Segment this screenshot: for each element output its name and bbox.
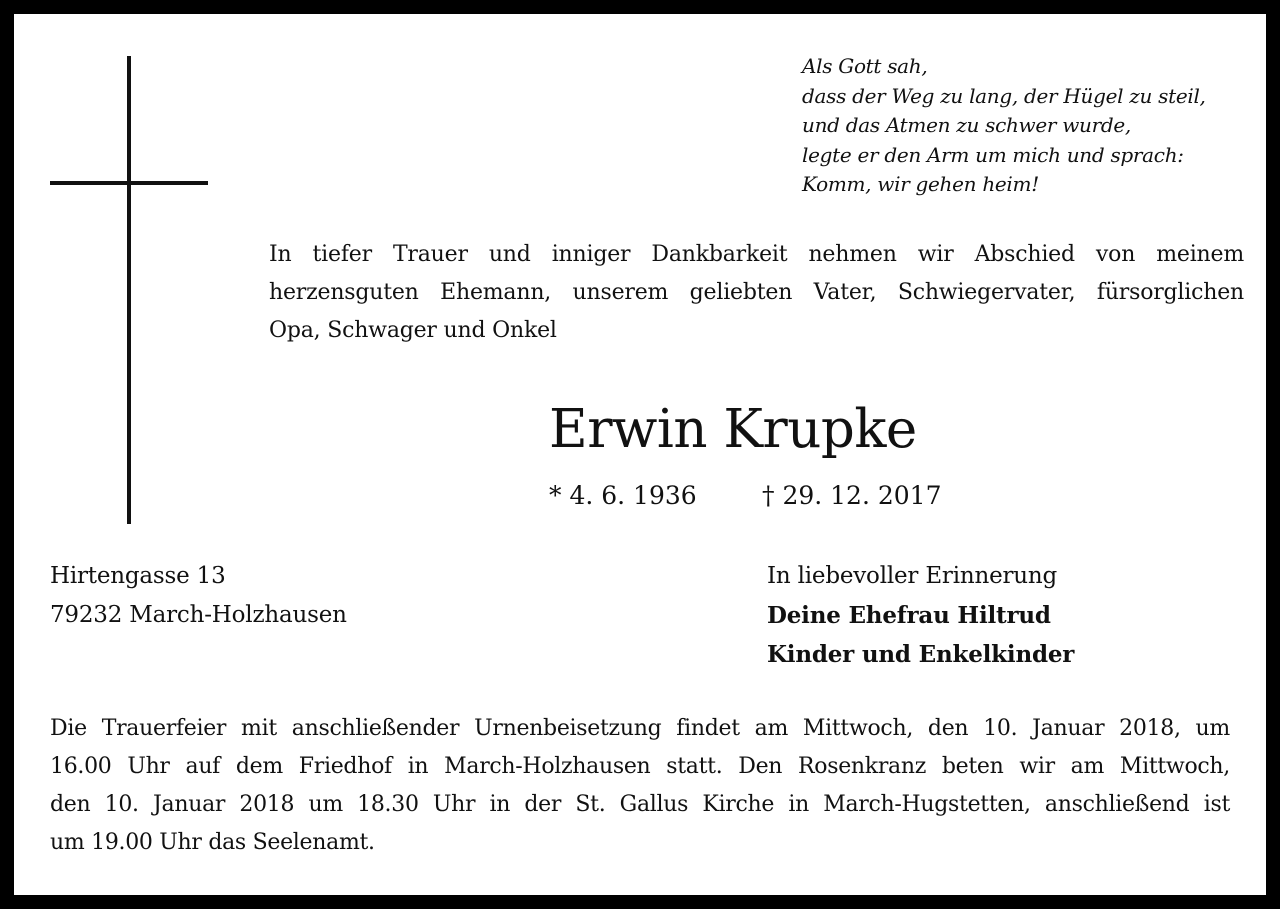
funeral-line: 16.00 Uhr auf dem Friedhof in March-Holzhausen statt. Den Rosenkranz beten wir am Mittwoch, [50,754,1230,779]
funeral-line: Die Trauerfeier mit anschließender Urnenbeisetzung findet am Mittwoch, den 10. Januar 2018, um [50,716,1230,741]
funeral-details [50,710,1230,862]
intro-line: In tiefer Trauer und inniger Dankbarkeit nehmen wir Abschied von meinem [269,242,1244,267]
poem-line: Als Gott sah, [802,54,928,78]
intro-paragraph [269,236,1244,350]
address-block [50,557,347,635]
cross-icon-vertical-bar [127,56,131,524]
obituary-notice [14,14,1266,895]
death-date: † 29. 12. 2017 [762,481,942,510]
address-city: 79232 March-Holzhausen [50,602,347,628]
poem-line: und das Atmen zu schwer wurde, [802,113,1131,137]
deceased-name: Erwin Krupke [549,399,917,460]
poem-verse [802,52,1252,200]
intro-line: herzensguten Ehemann, unserem geliebten Vater, Schwiegervater, fürsorglichen [269,280,1244,305]
signature-block [767,557,1074,674]
cross-icon-horizontal-bar [50,181,208,185]
poem-line: legte er den Arm um mich und sprach: [802,142,1184,167]
poem-line: Komm, wir gehen heim! [802,172,1039,196]
funeral-line: den 10. Januar 2018 um 18.30 Uhr in der St. Gallus Kirche in March-Hugstetten, anschließend ist [50,792,1230,817]
signature-family: Kinder und Enkelkinder [767,641,1075,668]
birth-date: * 4. 6. 1936 [549,481,697,510]
poem-line: dass der Weg zu lang, der Hügel zu steil, [802,83,1206,108]
funeral-line: um 19.00 Uhr das Seelenamt. [50,830,375,855]
address-street: Hirtengasse 13 [50,563,226,589]
intro-line: Opa, Schwager und Onkel [269,318,557,343]
memory-line: In liebevoller Erinnerung [767,563,1058,589]
signature-wife: Deine Ehefrau Hiltrud [767,602,1051,629]
